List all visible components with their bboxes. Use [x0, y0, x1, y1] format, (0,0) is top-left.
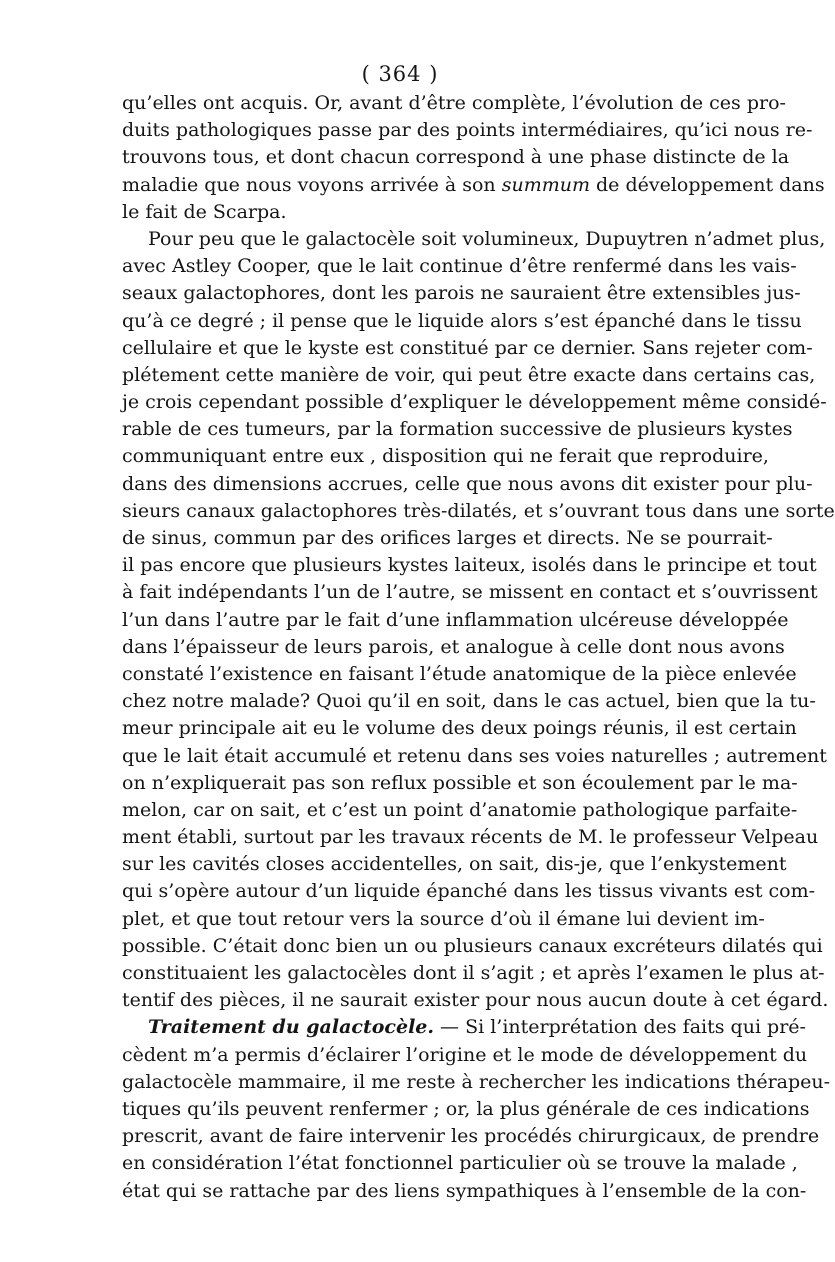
text-line: constituaient les galactocèles dont il s’agit ; et après l’examen le plus at-: [122, 962, 825, 984]
text-line: plet, et que tout retour vers la source d’où il émane lui devient im-: [122, 907, 765, 930]
text-line: de sinus, commun par des orifices larges et directs. Ne se pourrait-: [122, 527, 773, 549]
text-line: chez notre malade? Quoi qu’il en soit, dans le cas actuel, bien que la tu-: [122, 690, 816, 713]
text-line: qu’à ce degré ; il pense que le liquide alors s’est épanché dans le tissu: [122, 309, 802, 332]
text-line: l’un dans l’autre par le fait d’une inflammation ulcéreuse développée: [122, 608, 789, 631]
text-line: avec Astley Cooper, que le lait continue d’être renfermé dans les vais-: [122, 255, 797, 278]
text-line: Traitement du galactocèle. — Si l’interprétation des faits qui pré-: [148, 1016, 806, 1039]
text-line: cèdent m’a permis d’éclairer l’origine et le mode de développement du: [122, 1043, 808, 1066]
text-line: sur les cavités closes accidentelles, on sait, dis-je, que l’enkystement: [122, 853, 787, 876]
text-line: on n’expliquerait pas son reflux possible et son écoulement par le ma-: [122, 771, 798, 794]
body-text: [122, 90, 835, 1205]
paragraph: [122, 226, 835, 1014]
text-line: plétement cette manière de voir, qui peut être exacte dans certains cas,: [122, 363, 816, 386]
text-line: possible. C’était donc bien un ou plusieurs canaux excréteurs dilatés qui: [122, 934, 823, 957]
text-line: à fait indépendants l’un de l’autre, se missent en contact et s’ouvrissent: [122, 581, 818, 604]
text-line: cellulaire et que le kyste est constitué par ce dernier. Sans rejeter com-: [122, 336, 813, 359]
text-line: maladie que nous voyons arrivée à son summum de développement dans: [122, 173, 825, 196]
text-line: qui s’opère autour d’un liquide épanché dans les tissus vivants est com-: [122, 880, 816, 903]
text-line: meur principale ait eu le volume des deux poings réunis, il est certain: [122, 717, 797, 740]
page-number: ( 364 ): [361, 62, 439, 86]
text-line: prescrit, avant de faire intervenir les procédés chirurgicaux, de prendre: [122, 1125, 820, 1148]
text-line: galactocèle mammaire, il me reste à rechercher les indications thérapeu-: [122, 1070, 831, 1093]
text-line: trouvons tous, et dont chacun correspond à une phase distincte de la: [122, 146, 790, 169]
text-line: je crois cependant possible d’expliquer le développement même considé-: [122, 391, 827, 414]
text-line: état qui se rattache par des liens sympathiques à l’ensemble de la con-: [122, 1179, 807, 1202]
text-line: ment établi, surtout par les travaux récents de M. le professeur Velpeau: [122, 826, 819, 849]
section-heading: Traitement du galactocèle.: [148, 1016, 434, 1039]
text-line: qu’elles ont acquis. Or, avant d’être complète, l’évolution de ces pro-: [122, 92, 786, 114]
text-line: constaté l’existence en faisant l’étude anatomique de la pièce enlevée: [122, 662, 797, 685]
text-line: il pas encore que plusieurs kystes laiteux, isolés dans le principe et tout: [122, 554, 817, 577]
text-line: melon, car on sait, et c’est un point d’anatomie pathologique parfaite-: [122, 798, 798, 821]
text-line: Pour peu que le galactocèle soit volumineux, Dupuytren n’admet plus,: [148, 227, 826, 250]
paragraph: [122, 90, 825, 226]
text-line: sieurs canaux galactophores très-dilatés, et s’ouvrant tous dans une sorte: [122, 499, 835, 522]
text-line: en considération l’état fonctionnel particulier où se trouve la malade ,: [122, 1152, 798, 1175]
text-line: dans des dimensions accrues, celle que nous avons dit exister pour plu-: [122, 472, 813, 495]
text-line: tentif des pièces, il ne saurait exister pour nous aucun doute à cet égard.: [122, 989, 829, 1012]
text-line: tiques qu’ils peuvent renfermer ; or, la plus générale de ces indications: [122, 1097, 810, 1120]
text-line: dans l’épaisseur de leurs parois, et analogue à celle dont nous avons: [122, 635, 785, 658]
text-line: le fait de Scarpa.: [122, 200, 287, 223]
text-line: communiquant entre eux , disposition qui ne ferait que reproduire,: [122, 445, 769, 468]
text-line: que le lait était accumulé et retenu dans ses voies naturelles ; autrement: [122, 744, 827, 767]
text-line: duits pathologiques passe par des points intermédiaires, qu’ici nous re-: [122, 119, 813, 142]
text-line: rable de ces tumeurs, par la formation successive de plusieurs kystes: [122, 418, 793, 441]
text-line: seaux galactophores, dont les parois ne sauraient être extensibles jus-: [122, 282, 801, 305]
paragraph: [122, 1014, 831, 1204]
italic-term: summum: [501, 173, 590, 196]
